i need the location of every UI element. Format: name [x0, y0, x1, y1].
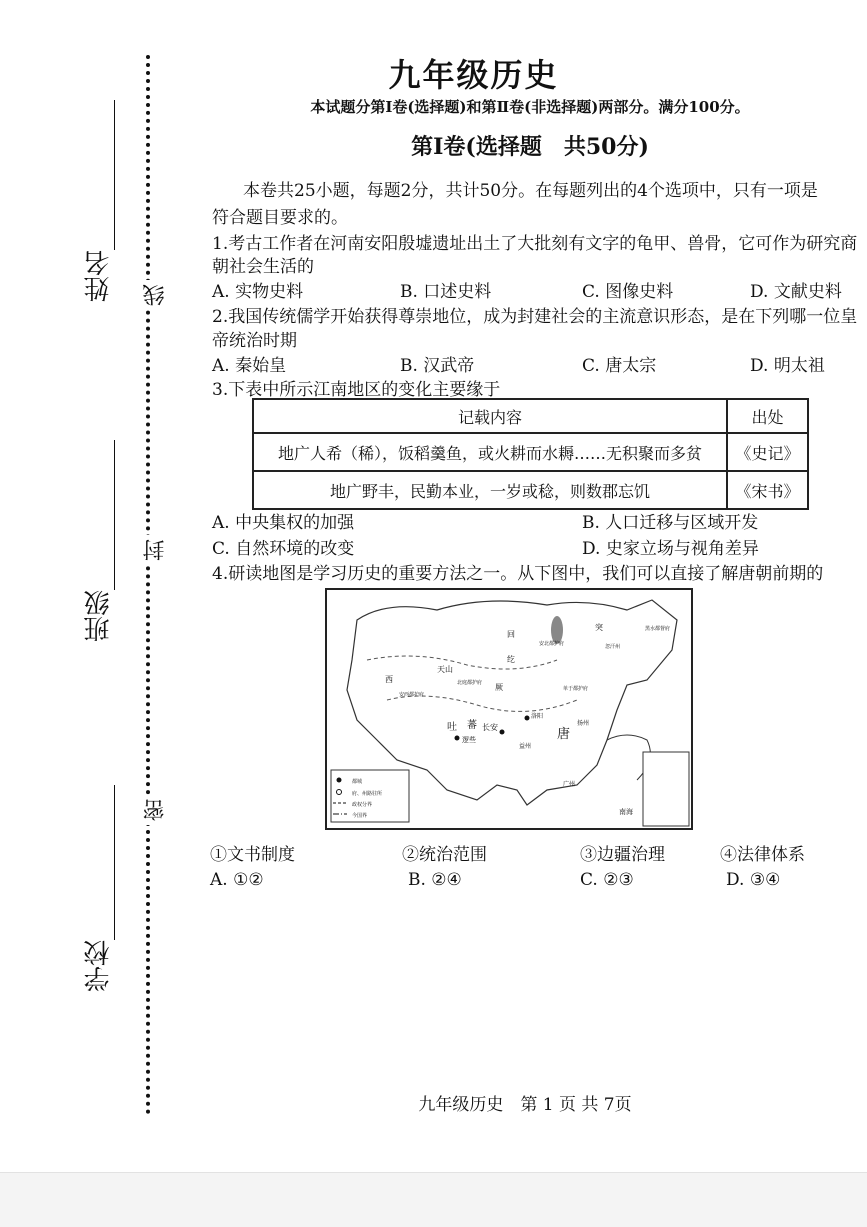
q2-option-c[interactable]: C. 唐太宗 — [582, 356, 657, 376]
name-label: 姓名 — [84, 250, 114, 302]
q4-option-a[interactable]: A. ①② — [210, 870, 264, 890]
q4-option-d[interactable]: D. ③④ — [726, 870, 781, 890]
q1-stem-line-1: 1.考古工作者在河南安阳殷墟遗址出土了大批刻有文字的龟甲、兽骨，它可作为研究商 — [212, 234, 858, 254]
map-label: 扬州 — [577, 720, 590, 727]
q1-option-a[interactable]: A. 实物史料 — [212, 282, 304, 302]
table-header-source: 出处 — [727, 399, 808, 433]
q3-option-a[interactable]: A. 中央集权的加强 — [212, 513, 355, 533]
name-field-line[interactable] — [114, 100, 115, 250]
map-label: 吐 — [447, 722, 457, 733]
q4-stem: 4.研读地图是学习历史的重要方法之一。从下图中，我们可以直接了解唐朝前期的 — [212, 564, 824, 584]
map-label: 西 — [385, 675, 393, 684]
q3-option-c[interactable]: C. 自然环境的改变 — [212, 539, 355, 559]
exam-title: 九年级历史 — [388, 56, 559, 94]
lhasa-marker-icon — [455, 736, 460, 741]
instructions-line-1: 本卷共25小题，每题2分，共计50分。在每题列出的4个选项中，只有一项是 — [243, 181, 818, 201]
seal-word-secret: 密 — [140, 795, 171, 825]
binding-dotted-line — [146, 55, 150, 1115]
q4-option-b[interactable]: B. ②④ — [408, 870, 462, 890]
map-label: 北庭都护府 — [457, 680, 483, 686]
table-header-content: 记载内容 — [253, 399, 727, 433]
map-label: 天山 — [437, 665, 453, 674]
viewer-bottom-strip — [0, 1172, 867, 1227]
q2-option-d[interactable]: D. 明太祖 — [750, 356, 825, 376]
section-title: 第Ⅰ卷(选择题 共50分) — [411, 134, 649, 160]
luoyang-marker-icon — [525, 716, 530, 721]
map-label: 厥 — [495, 683, 503, 692]
q1-option-c[interactable]: C. 图像史料 — [582, 282, 674, 302]
q4-item-1: ①文书制度 — [210, 845, 295, 865]
table-header-row — [253, 399, 808, 433]
table-row — [253, 471, 808, 509]
q2-stem-line-2: 帝统治时期 — [212, 331, 297, 351]
table-cell-source: 《史记》 — [727, 433, 808, 471]
legend-label: 都城 — [352, 779, 363, 785]
legend-label: 今国界 — [352, 813, 368, 819]
map-label: 广州 — [563, 781, 576, 788]
school-label: 学校 — [84, 940, 114, 992]
border-dashed-line — [387, 696, 577, 711]
south-sea-inset — [643, 752, 689, 826]
map-label: 南海 — [619, 808, 633, 816]
q4-item-2: ②统治范围 — [402, 845, 487, 865]
q3-option-b[interactable]: B. 人口迁移与区域开发 — [582, 513, 759, 533]
table-cell-content: 地广野丰，民勤本业，一岁或稔，则数郡忘饥 — [253, 471, 727, 509]
q4-option-c[interactable]: C. ②③ — [580, 870, 634, 890]
q4-item-4: ④法律体系 — [720, 845, 805, 865]
class-label: 班级 — [84, 590, 114, 642]
lake-baikal — [551, 616, 563, 644]
map-label: 逻些 — [462, 736, 476, 744]
class-field-line[interactable] — [114, 440, 115, 590]
q1-stem-line-2: 朝社会生活的 — [212, 257, 314, 277]
changan-marker-icon — [500, 730, 505, 735]
table-cell-source: 《宋书》 — [727, 471, 808, 509]
q3-stem: 3.下表中所示江南地区的变化主要缘于 — [212, 380, 501, 400]
table-cell-content: 地广人希（稀），饭稻羹鱼，或火耕而水耨……无积聚而多贫 — [253, 433, 727, 471]
q2-option-b[interactable]: B. 汉武帝 — [400, 356, 475, 376]
map-label: 纥 — [507, 655, 515, 664]
map-label: 安西都护府 — [399, 692, 425, 698]
q3-record-table — [252, 398, 809, 510]
q2-option-a[interactable]: A. 秦始皇 — [212, 356, 287, 376]
school-field-line[interactable] — [114, 785, 115, 940]
border-dashed-line — [367, 656, 557, 669]
q1-option-d[interactable]: D. 文献史料 — [750, 282, 842, 302]
map-drawing — [327, 590, 691, 828]
map-label: 单于都护府 — [563, 686, 589, 692]
tang-dynasty-map — [325, 588, 693, 830]
legend-label: 政权分界 — [352, 802, 373, 808]
map-label: 黑水都督府 — [645, 626, 671, 632]
map-label: 洛阳 — [531, 713, 544, 720]
seal-word-line: 线 — [140, 280, 171, 310]
map-label: 益州 — [519, 743, 532, 750]
legend-label: 府、州路驻所 — [352, 791, 383, 797]
map-label: 长安 — [482, 723, 498, 732]
instructions-line-2: 符合题目要求的。 — [212, 208, 348, 228]
table-row — [253, 433, 808, 471]
map-label: 安北都护府 — [539, 641, 565, 647]
q2-stem-line-1: 2.我国传统儒学开始获得尊崇地位，成为封建社会的主流意识形态，是在下列哪一位皇 — [212, 307, 858, 327]
q1-option-b[interactable]: B. 口述史料 — [400, 282, 492, 302]
map-label: 忽汗州 — [605, 644, 621, 650]
q3-option-d[interactable]: D. 史家立场与视角差异 — [582, 539, 759, 559]
capital-marker-icon — [337, 778, 342, 783]
page-footer: 九年级历史 第 1 页 共 7页 — [418, 1095, 632, 1115]
map-label: 蕃 — [467, 720, 477, 731]
seal-word-seal: 封 — [140, 535, 171, 565]
q4-item-3: ③边疆治理 — [580, 845, 665, 865]
map-label: 突 — [595, 623, 603, 632]
map-label: 唐 — [557, 727, 571, 742]
exam-subtitle: 本试题分第Ⅰ卷(选择题)和第Ⅱ卷(非选择题)两部分。满分100分。 — [310, 98, 750, 116]
map-label: 回 — [507, 630, 515, 639]
